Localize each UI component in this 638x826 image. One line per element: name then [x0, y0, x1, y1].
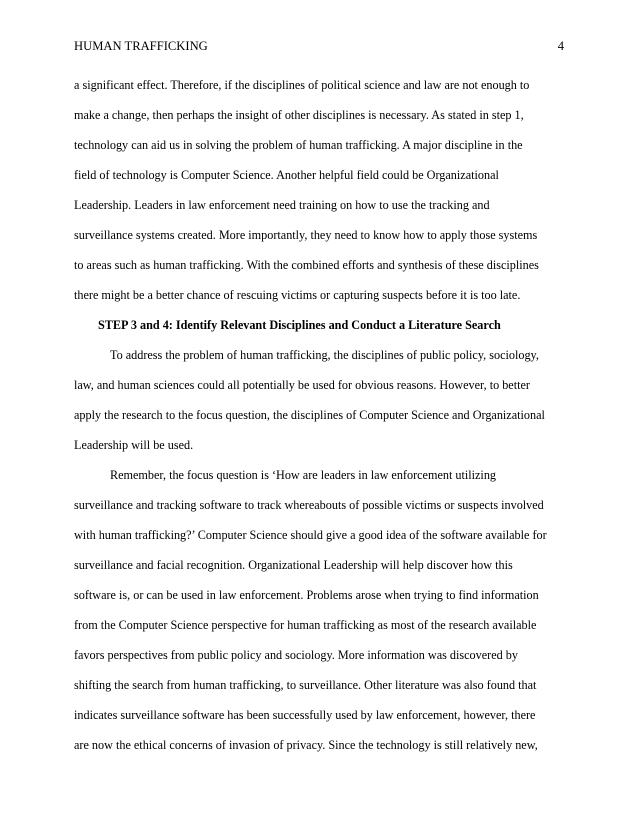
text-line: Leadership. Leaders in law enforcement need training on how to use the tracking and [74, 198, 490, 212]
page-number: 4 [557, 39, 564, 53]
section-heading: STEP 3 and 4: Identify Relevant Disciplines and Conduct a Literature Search [98, 318, 501, 332]
text-line: there might be a better chance of rescuing victims or capturing suspects before it is too late. [74, 288, 521, 302]
text-line: software is, or can be used in law enforcement. Problems arose when trying to find information [74, 588, 539, 602]
text-line: with human trafficking?’ Computer Science should give a good idea of the software available for [74, 528, 547, 542]
text-line: technology can aid us in solving the problem of human trafficking. A major discipline in the [74, 138, 523, 152]
text-line: shifting the search from human trafficking, to surveillance. Other literature was also found that [74, 678, 537, 692]
text-line: favors perspectives from public policy and sociology. More information was discovered by [74, 648, 518, 662]
running-head-title: HUMAN TRAFFICKING [74, 39, 208, 53]
text-line: Leadership will be used. [74, 438, 194, 452]
text-line: to areas such as human trafficking. With the combined efforts and synthesis of these disciplines [74, 258, 539, 272]
text-line: law, and human sciences could all potentially be used for obvious reasons. However, to better [74, 378, 530, 392]
text-line: surveillance systems created. More importantly, they need to know how to apply those systems [74, 228, 538, 242]
text-line: indicates surveillance software has been successfully used by law enforcement, however, there [74, 708, 536, 722]
body-text [74, 70, 574, 760]
text-line: surveillance and facial recognition. Organizational Leadership will help discover how this [74, 558, 513, 572]
text-line: from the Computer Science perspective for human trafficking as most of the research available [74, 618, 537, 632]
text-line: To address the problem of human trafficking, the disciplines of public policy, sociology, [110, 348, 539, 362]
text-line: apply the research to the focus question, the disciplines of Computer Science and Organizational [74, 408, 545, 422]
text-line: surveillance and tracking software to track whereabouts of possible victims or suspects involved [74, 498, 544, 512]
text-line: make a change, then perhaps the insight of other disciplines is necessary. As stated in step 1, [74, 108, 524, 122]
running-head [74, 37, 564, 55]
text-line: a significant effect. Therefore, if the disciplines of political science and law are not enough to [74, 78, 530, 92]
text-line: field of technology is Computer Science. Another helpful field could be Organizational [74, 168, 499, 182]
text-line: are now the ethical concerns of invasion of privacy. Since the technology is still relatively new, [74, 738, 538, 752]
text-line: Remember, the focus question is ‘How are leaders in law enforcement utilizing [110, 468, 497, 482]
